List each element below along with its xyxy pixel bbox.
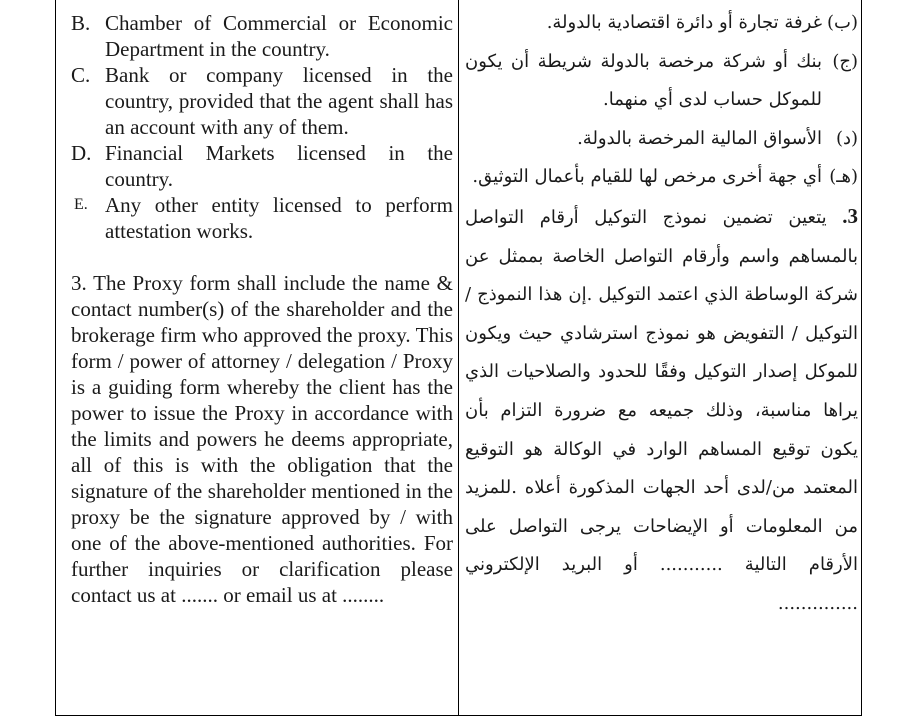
english-item-marker: B. (71, 11, 91, 35)
arabic-item-e (465, 158, 858, 197)
english-item-marker: C. (71, 63, 91, 87)
english-item-e (71, 192, 453, 244)
arabic-item-marker: (هـ) (829, 166, 858, 188)
english-item-text: Any other entity licensed to perform attestation works. (105, 193, 453, 243)
english-paragraph-3: 3. The Proxy form shall include the name & contact number(s) of the shareholder and the brokerage firm who approved the proxy. This form / power of attorney / delegation / Proxy is a guiding form whereby the client has the power to issue the Proxy in accordance with the limits and powers he deems appropriate, all of this is with the obligation that the signature of the shareholder mentioned in the proxy be the signature approved by / with one of the above-mentioned authorities. For further inquiries or clarification please contact us at ....... or email us at ........ (71, 271, 453, 607)
arabic-item-text: بنك أو شركة مرخصة بالدولة شريطة أن يكون للموكل حساب لدى أي منهما. (465, 50, 822, 111)
english-item-text: Financial Markets licensed in the country. (105, 141, 453, 191)
arabic-item-text: أي جهة أخرى مرخص لها للقيام بأعمال التوثيق. (472, 166, 822, 188)
arabic-paragraph-3 (465, 197, 858, 624)
spacer (71, 244, 453, 270)
english-item-c (71, 62, 453, 140)
arabic-item-text: الأسواق المالية المرخصة بالدولة. (577, 127, 822, 149)
arabic-item-marker: (ب) (827, 12, 858, 33)
english-item-marker: E. (74, 196, 88, 213)
english-item-d (71, 140, 453, 192)
arabic-paragraph-number: 3. (842, 203, 858, 228)
arabic-column (465, 4, 858, 624)
arabic-item-marker: (ج) (832, 50, 858, 72)
english-item-text: Chamber of Commercial or Economic Department in the country. (105, 11, 453, 61)
english-item-marker: D. (71, 141, 92, 165)
arabic-item-b (465, 4, 858, 43)
document-table (55, 0, 862, 716)
arabic-item-marker: (د) (835, 127, 858, 149)
arabic-item-d (465, 120, 858, 159)
english-item-b (71, 10, 453, 62)
english-column (71, 10, 453, 608)
english-item-text: Bank or company licensed in the country, provided that the agent shall has an account with any of them. (105, 63, 453, 139)
arabic-item-text: غرفة تجارة أو دائرة اقتصادية بالدولة. (546, 12, 822, 33)
arabic-item-c (465, 43, 858, 120)
arabic-paragraph-text: يتعين تضمين نموذج التوكيل أرقام التواصل بالمساهم واسم وأرقام التواصل الخاصة بممثل عن شركة الوساطة الذي اعتمد التوكيل .إن هذا النموذج / التوكيل / التفويض هو نموذج استرشادي حيث ويكون للموكل إصدار التوكيل وفقًا للحدود والصلاحيات الذي يراها مناسبة، وذلك جميعه مع ضرورة التزام بأن يكون توقيع المساهم الوارد في الوكالة هو التوقيع المعتمد من/لدى أحد الجهات المذكورة أعلاه .للمزيد من المعلومات أو الإيضاحات يرجى التواصل على الأرقام التالية ........... أو البريد الإلكتروني .............. (465, 206, 858, 614)
column-divider (458, 0, 459, 715)
